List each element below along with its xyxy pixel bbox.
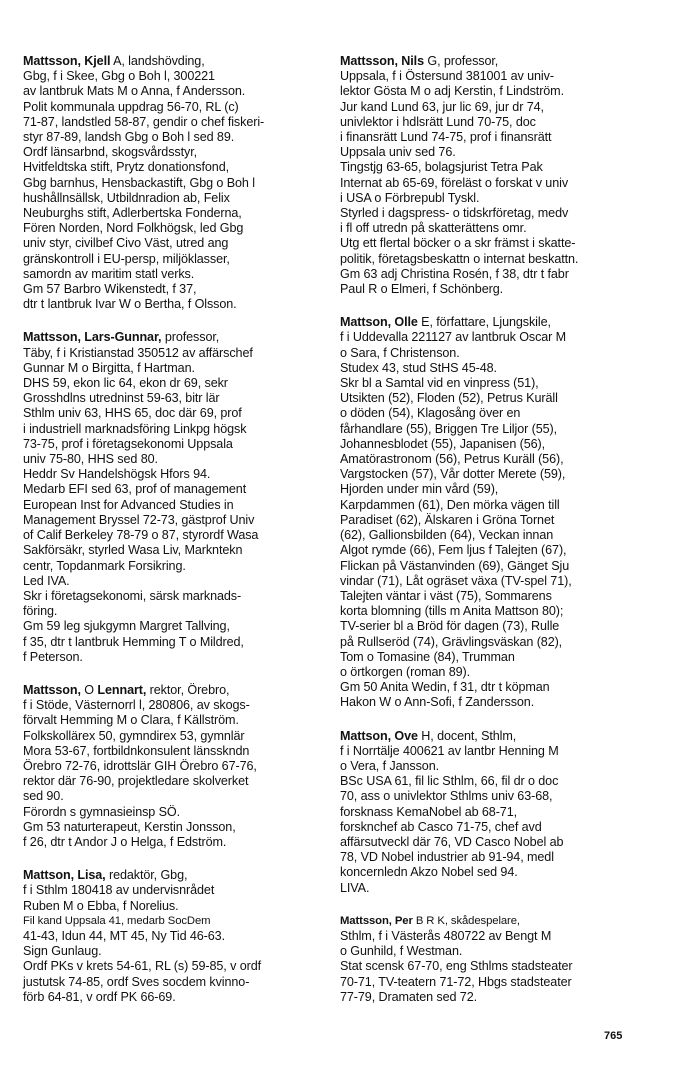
- entry-name: Mattsson, Nils: [340, 54, 424, 68]
- entry-text: Ruben M o Ebba, f Norelius.: [23, 898, 179, 913]
- entry-text: justutsk 74-85, ordf Sves socdem kvinno-: [23, 974, 250, 989]
- entry-text: Polit kommunala uppdrag 56-70, RL (c): [23, 99, 239, 114]
- entry-text: Hjorden under min vård (59),: [340, 482, 499, 497]
- entry-text: Täby, f i Kristianstad 350512 av affärschef: [23, 345, 253, 360]
- entry-first-line: [23, 330, 323, 345]
- entry-text: i fl off utredn på skatterättens omr.: [340, 221, 527, 236]
- entry-text: Medarb EFI sed 63, prof of management: [23, 482, 247, 497]
- entry-text: f i Sthlm 180418 av undervisnrådet: [23, 883, 215, 898]
- entry-first-line: [23, 54, 323, 69]
- entry-text: o döden (54), Klagosång över en: [340, 406, 521, 421]
- entry-text: Folkskollärex 50, gymndirex 53, gymnlär: [23, 728, 245, 743]
- entry-text: Sakförsäkr, styrled Wasa Liv, Markntekn: [23, 543, 243, 558]
- entry-text: European Inst for Advanced Studies in: [23, 497, 234, 512]
- entry-text: hushållnsällsk, Utbildnradion ab, Felix: [23, 190, 230, 205]
- entry-text: o örtkorgen (roman 89).: [340, 664, 470, 679]
- entry-lisa-mattson: [23, 868, 323, 1005]
- entry-text: rektor där 76-90, projektledare skolverket: [23, 774, 249, 789]
- entry-text: Hakon W o Ann-Sofi, f Zandersson.: [340, 695, 535, 710]
- entry-text: sed 90.: [23, 789, 64, 804]
- entry-text: Studex 43, stud StHS 45-48.: [340, 360, 497, 375]
- entry-nils-mattsson: [340, 54, 635, 297]
- entry-text: G, professor,: [423, 54, 499, 68]
- right-column: [340, 54, 635, 1023]
- entry-text: forsknass KemaNobel ab 68-71,: [340, 804, 518, 819]
- entry-text: Örebro 72-76, idrottslär GIH Örebro 67-76,: [23, 758, 257, 773]
- entry-name: Mattson, Ove: [340, 728, 418, 743]
- entry-text: Flickan på Västanvinden (69), Gänget Sju: [340, 558, 570, 573]
- entry-text: 77-79, Dramaten sed 72.: [340, 989, 478, 1004]
- entry-text: Tom o Tomasine (84), Trumman: [340, 649, 515, 664]
- entry-olle-mattson: [340, 315, 635, 710]
- entry-text: Hvitfeldtska stift, Prytz donationsfond,: [23, 160, 229, 175]
- entry-text: förvalt Hemming M o Clara, f Källström.: [23, 713, 239, 728]
- entry-text: Talejten väntar i väst (75), Sommarens: [340, 588, 552, 603]
- entry-text: univ 75-80, HHS sed 80.: [23, 452, 158, 467]
- entry-text: O: [80, 682, 98, 697]
- entry-text: Gbg, f i Skee, Gbg o Boh l, 300221: [23, 69, 215, 84]
- entry-text: Uppsala univ sed 76.: [340, 145, 456, 160]
- entry-text: Gm 59 leg sjukgymn Margret Tallving,: [23, 619, 230, 634]
- entry-per-mattsson: [340, 914, 635, 1005]
- entry-text: vindar (71), Låt ogräset växa (TV-spel 71),: [340, 573, 572, 588]
- entry-text: Skr bl a Samtal vid en vinpress (51),: [340, 376, 539, 391]
- entry-text: Gm 50 Anita Wedin, f 31, dtr t köpman: [340, 680, 550, 695]
- entry-text: 41-43, Idun 44, MT 45, Ny Tid 46-63.: [23, 928, 225, 943]
- entry-text: Gm 63 adj Christina Rosén, f 38, dtr t fabr: [340, 266, 569, 281]
- entry-text: centr, Topdanmark Forsikring.: [23, 558, 186, 573]
- entry-text: BSc USA 61, fil lic Sthlm, 66, fil dr o doc: [340, 774, 559, 789]
- entry-text: Internat ab 65-69, föreläst o forskat v univ: [340, 175, 569, 190]
- entry-text: förb 64-81, v ordf PK 66-69.: [23, 989, 176, 1004]
- entry-name-callname: Lennart,: [97, 682, 147, 697]
- entry-text: Ordf länsarbnd, skogsvårdsstyr,: [23, 145, 197, 160]
- entry-lars-gunnar-mattsson: [23, 330, 323, 664]
- entry-text: Led IVA.: [23, 573, 70, 588]
- entry-text: Gbg barnhus, Hensbackastift, Gbg o Boh l: [23, 175, 255, 190]
- entry-first-line: [23, 868, 323, 883]
- entry-text: f i Norrtälje 400621 av lantbr Henning M: [340, 743, 559, 758]
- entry-text: Mora 53-67, fortbildnkonsulent länsskndn: [23, 743, 250, 758]
- entry-first-line: [340, 729, 635, 744]
- entry-text: gränskontroll i EU-persp, miljöklasser,: [23, 251, 230, 266]
- entry-text: styr 87-89, landsh Gbg o Boh l sed 89.: [23, 130, 235, 145]
- entry-text: Amatörastronom (56), Petrus Kuräll (56),: [340, 452, 564, 467]
- entry-text: A, landshövding,: [110, 54, 205, 68]
- entry-text: B R K, skådespelare,: [412, 914, 520, 927]
- entry-text: o Vera, f Jansson.: [340, 758, 440, 773]
- entry-name: Mattsson, Per: [340, 914, 413, 927]
- entry-text: Neuburghs stift, Adlerbertska Fonderna,: [23, 206, 242, 221]
- entry-text: DHS 59, ekon lic 64, ekon dr 69, sekr: [23, 376, 228, 391]
- entry-text: Management Bryssel 72-73, gästprof Univ: [23, 512, 255, 527]
- entry-ove-mattson: [340, 729, 635, 896]
- entry-text: Utg ett flertal böcker o a skr främst i skatte-: [340, 236, 576, 251]
- entry-text: Uppsala, f i Östersund 381001 av univ-: [340, 69, 554, 84]
- entry-text: f 35, dtr t lantbruk Hemming T o Mildred,: [23, 634, 244, 649]
- entry-text: f Peterson.: [23, 649, 83, 664]
- entry-text: i USA o Förbrepubl Tyskl.: [340, 190, 480, 205]
- entry-text: 71-87, landstled 58-87, gendir o chef fiskeri-: [23, 114, 265, 129]
- entry-text: Styrled i dagspress- o tidskrföretag, medv: [340, 206, 569, 221]
- entry-text: på Rullseröd (74), Grävlingsväskan (82),: [340, 634, 563, 649]
- entry-text: Heddr Sv Handelshögsk Hfors 94.: [23, 467, 211, 482]
- entry-text: Fören Norden, Nord Folkhögsk, led Gbg: [23, 221, 244, 236]
- entry-text: univlektor i hdlsrätt Lund 70-75, doc: [340, 114, 536, 129]
- entry-name: Mattsson, Kjell: [23, 54, 111, 68]
- entry-name: Mattsson,: [23, 682, 81, 697]
- entry-lennart-mattsson: [23, 683, 323, 850]
- entry-text: Gm 53 naturterapeut, Kerstin Jonsson,: [23, 819, 236, 834]
- entry-text: Gunnar M o Birgitta, f Hartman.: [23, 360, 195, 375]
- entry-text: föring.: [23, 604, 58, 619]
- entry-text: Förordn s gymnasieinsp SÖ.: [23, 804, 180, 819]
- entry-text: Vargstocken (57), Vår dotter Merete (59),: [340, 467, 566, 482]
- left-column: [23, 54, 323, 1023]
- entry-text: Skr i företagsekonomi, särsk marknads-: [23, 588, 242, 603]
- entry-name: Mattsson, Lars-Gunnar,: [23, 330, 162, 345]
- entry-text: politik, företagsbeskattn o internat beskattn.: [340, 251, 579, 266]
- entry-text: f i Stöde, Västernorrl l, 280806, av skogs-: [23, 698, 250, 713]
- page-number: 765: [604, 1030, 623, 1042]
- entry-text: f 26, dtr t Andor J o Helga, f Edström.: [23, 834, 227, 849]
- entry-text: Ordf PKs v krets 54-61, RL (s) 59-85, v ordf: [23, 959, 261, 974]
- entry-text: 73-75, prof i företagsekonomi Uppsala: [23, 436, 233, 451]
- entry-first-line: [340, 54, 635, 69]
- entry-text: koncernledn Akzo Nobel sed 94.: [340, 865, 518, 880]
- entry-text: 78, VD Nobel industrier ab 91-94, medl: [340, 850, 554, 865]
- entry-text: Tingstjg 63-65, bolagsjurist Tetra Pak: [340, 160, 543, 175]
- entry-text: Karpdammen (61), Den mörka vägen till: [340, 497, 560, 512]
- entry-first-line: [340, 315, 635, 330]
- entry-text: rektor, Örebro,: [146, 682, 230, 697]
- entry-kjell-mattsson: [23, 54, 323, 312]
- entry-text: H, docent, Sthlm,: [417, 728, 517, 743]
- entry-text: dtr t lantbruk Ivar W o Bertha, f Olsson.: [23, 297, 237, 312]
- entry-text: 70-71, TV-teatern 71-72, Hbgs stadsteater: [340, 974, 572, 989]
- entry-text: professor,: [161, 330, 220, 345]
- entry-text: Gm 57 Barbro Wikenstedt, f 37,: [23, 282, 197, 297]
- entry-text: Sign Gunlaug.: [23, 944, 102, 959]
- entry-name: Mattson, Olle: [340, 315, 418, 330]
- entry-text: Sthlm univ 63, HHS 65, doc där 69, prof: [23, 406, 242, 421]
- entry-text: redaktör, Gbg,: [105, 868, 188, 883]
- entry-text: Sthlm, f i Västerås 480722 av Bengt M: [340, 928, 552, 943]
- entry-text: Paradiset (62), Älskaren i Gröna Tornet: [340, 512, 555, 527]
- entry-name: Mattson, Lisa,: [23, 868, 106, 883]
- entry-text: Stat scensk 67-70, eng Sthlms stadsteater: [340, 959, 573, 974]
- entry-text: Johannesblodet (55), Japanisen (56),: [340, 436, 546, 451]
- entry-text: LIVA.: [340, 880, 370, 895]
- entry-text: i industriell marknadsföring Linkpg högsk: [23, 421, 247, 436]
- entry-text: affärsutveckl där 76, VD Casco Nobel ab: [340, 834, 564, 849]
- entry-text: Fil kand Uppsala 41, medarb SocDem: [23, 914, 211, 927]
- entry-text: TV-serier bl a Bröd för dagen (73), Rulle: [340, 619, 560, 634]
- entry-text: av lantbruk Mats M o Anna, f Andersson.: [23, 84, 246, 99]
- entry-text: korta blomning (tills m Anita Mattson 80);: [340, 604, 564, 619]
- entry-text: univ styr, civilbef Civo Väst, utred ang: [23, 236, 229, 251]
- entry-text: o Sara, f Christenson.: [340, 345, 460, 360]
- entry-text: (62), Gallionsbilden (64), Veckan innan: [340, 528, 554, 543]
- entry-text: Paul R o Elmeri, f Schönberg.: [340, 282, 503, 297]
- entry-text: samordn av maritim statl verks.: [23, 266, 195, 281]
- entry-text: f i Uddevalla 221127 av lantbruk Oscar M: [340, 330, 567, 345]
- entry-text: Algot rymde (66), Fem ljus f Talejten (67),: [340, 543, 567, 558]
- entry-text: lektor Gösta M o adj Kerstin, f Lindström.: [340, 84, 564, 99]
- entry-text: 70, ass o univlektor Sthlms univ 63-68,: [340, 789, 553, 804]
- entry-first-line: [23, 683, 323, 698]
- entry-text: of Calif Berkeley 78-79 o 87, styrordf Wasa: [23, 528, 259, 543]
- entry-text: o Gunhild, f Westman.: [340, 944, 463, 959]
- entry-text: Grosshdlns utredninst 59-63, bitr lär: [23, 391, 220, 406]
- entry-text: i finansrätt Lund 74-75, prof i finansrätt: [340, 130, 552, 145]
- entry-text: forsknchef ab Casco 71-75, chef avd: [340, 819, 542, 834]
- entry-text: Jur kand Lund 63, jur lic 69, jur dr 74,: [340, 99, 544, 114]
- entry-first-line: [340, 914, 635, 929]
- entry-text: Utsikten (52), Floden (52), Petrus Kuräll: [340, 391, 558, 406]
- entry-text: fårhandlare (55), Briggen Tre Liljor (55),: [340, 421, 557, 436]
- entry-text: E, författare, Ljungskile,: [417, 315, 551, 330]
